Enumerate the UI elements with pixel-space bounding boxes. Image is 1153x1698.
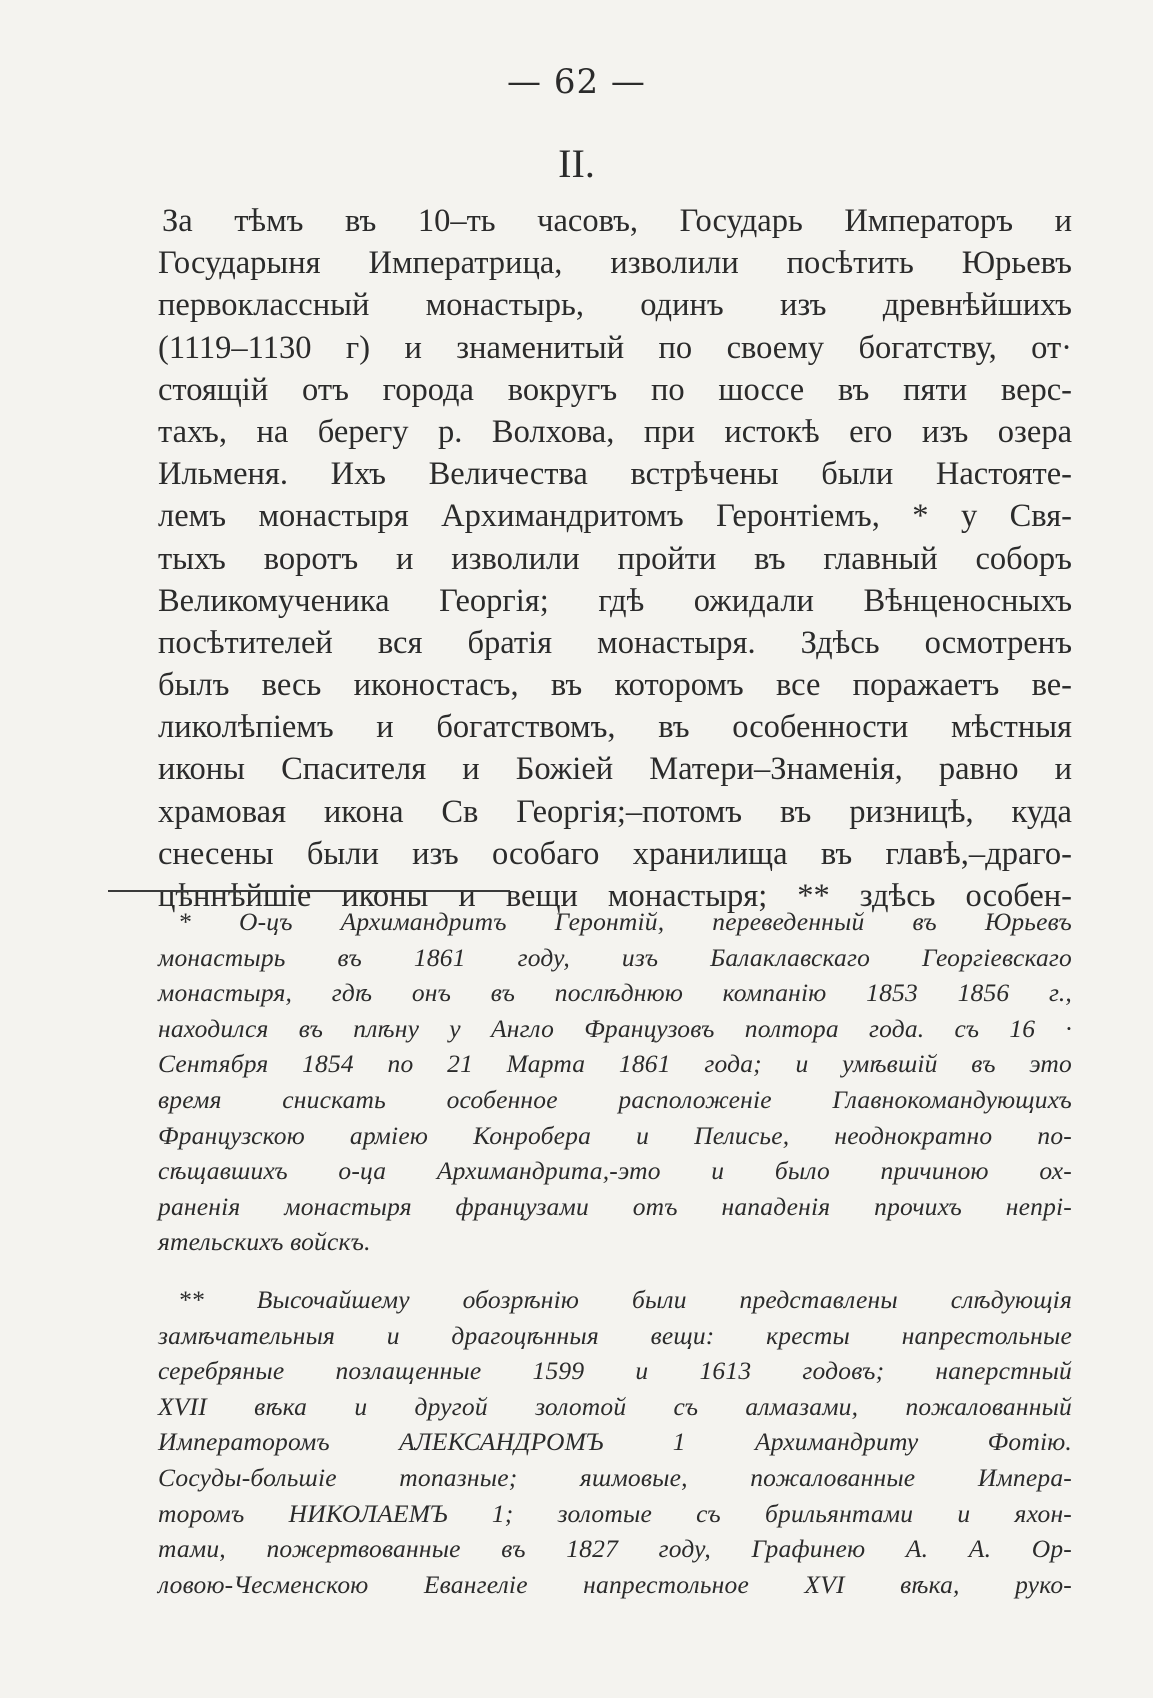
footnote-line: монастыря, гдѣ онъ въ послѣднюю компанію 1853 1856 г.,: [158, 978, 1072, 1008]
footnote-line: время снискать особенное расположеніе Главнокомандующихъ: [158, 1084, 1072, 1114]
text-line: тахъ, на берегу р. Волхова, при истокѣ его изъ озера: [158, 413, 1072, 450]
footnote-1: [158, 904, 1072, 1260]
text-line: посѣтителей вся братія монастыря. Здѣсь осмотренъ: [158, 624, 1072, 661]
footnote-line: сѣщавшихъ о-ца Архимандрита,-это и было причиною ох-: [158, 1156, 1072, 1186]
footnote-line: Сосуды-большіе топазные; яшмовые, пожалованные Импера-: [158, 1462, 1072, 1492]
footnote-line: Сентября 1854 по 21 Марта 1861 года; и умѣвшій въ это: [158, 1049, 1072, 1079]
text-line: За тѣмъ въ 10–ть часовъ, Государь Императоръ и: [162, 203, 1072, 239]
text-line: (1119–1130 г) и знаменитый по своему богатству, от·: [158, 329, 1072, 366]
text-line: тыхъ воротъ и изволили пройти въ главный соборъ: [158, 540, 1072, 577]
footnote-divider: [108, 890, 510, 892]
text-line: иконы Спасителя и Божіей Матери–Знаменія, равно и: [158, 751, 1072, 788]
text-line: стоящій отъ города вокругъ по шоссе въ пяти верс-: [158, 371, 1072, 408]
footnote-2: [158, 1282, 1072, 1602]
main-text-body: [158, 200, 1072, 917]
footnote-line: раненія монастыря французами отъ нападенія прочихъ непрі-: [158, 1191, 1072, 1221]
footnote-line: монастырь въ 1861 году, изъ Балаклавскаго Георгіевскаго: [158, 942, 1072, 972]
text-line: цѣннѣйшіе иконы и вещи монастыря; ** здѣсь особен-: [158, 878, 1072, 914]
text-line: ликолѣпіемъ и богатствомъ, въ особенности мѣстныя: [158, 709, 1072, 746]
footnote-line: тами, пожертвованные въ 1827 году, Графинею А. А. Ор-: [158, 1534, 1072, 1564]
footnote-line: ловою-Чесменскою Евангеліе напрестольное XVI вѣка, руко-: [158, 1569, 1072, 1599]
footnote-line: находился въ плѣну у Англо Французовъ полтора года. съ 16 ·: [158, 1013, 1072, 1043]
text-line: Ильменя. Ихъ Величества встрѣчены были Настояте-: [158, 456, 1072, 493]
footnote-line: замѣчательныя и драгоцѣнныя вещи: кресты напрестольные: [158, 1320, 1072, 1350]
footnote-line: XVII вѣка и другой золотой съ алмазами, пожалованный: [158, 1391, 1072, 1421]
footnote-line: Французскою арміею Конробера и Пелисье, неоднократно по-: [158, 1120, 1072, 1150]
text-line: Государыня Императрица, изволили посѣтить Юрьевъ: [158, 245, 1072, 282]
text-line: первоклассный монастырь, одинъ изъ древнѣйшихъ: [158, 287, 1072, 324]
footnotes: [158, 904, 1072, 1624]
text-line: снесены были изъ особаго хранилища въ главѣ,–драго-: [158, 835, 1072, 872]
footnote-line: * О-цъ Архимандритъ Геронтій, переведенный въ Юрьевъ: [178, 907, 1072, 936]
footnote-line: ** Высочайшему обозрѣнію были представлены слѣдующія: [178, 1284, 1072, 1314]
footnote-line: Императоромъ АЛЕКСАНДРОМЪ 1 Архимандриту Фотію.: [158, 1427, 1072, 1457]
text-line: лемъ монастыря Архимандритомъ Геронтіемъ, * у Свя-: [158, 498, 1072, 535]
section-heading: II.: [558, 141, 595, 186]
page-number: — 62 —: [507, 62, 646, 102]
footnote-line: ятельскихъ войскъ.: [158, 1227, 371, 1257]
text-line: храмовая икона Св Георгія;–потомъ въ ризницѣ, куда: [158, 793, 1072, 830]
text-line: Великомученика Георгія; гдѣ ожидали Вѣнценосныхъ: [158, 582, 1072, 619]
footnote-line: серебряные позлащенные 1599 и 1613 годовъ; наперстный: [158, 1356, 1072, 1386]
text-line: былъ весь иконостасъ, въ которомъ все поражаетъ ве-: [158, 667, 1072, 704]
footnote-line: торомъ НИКОЛАЕМЪ 1; золотые съ брильянтами и яхон-: [158, 1498, 1072, 1528]
